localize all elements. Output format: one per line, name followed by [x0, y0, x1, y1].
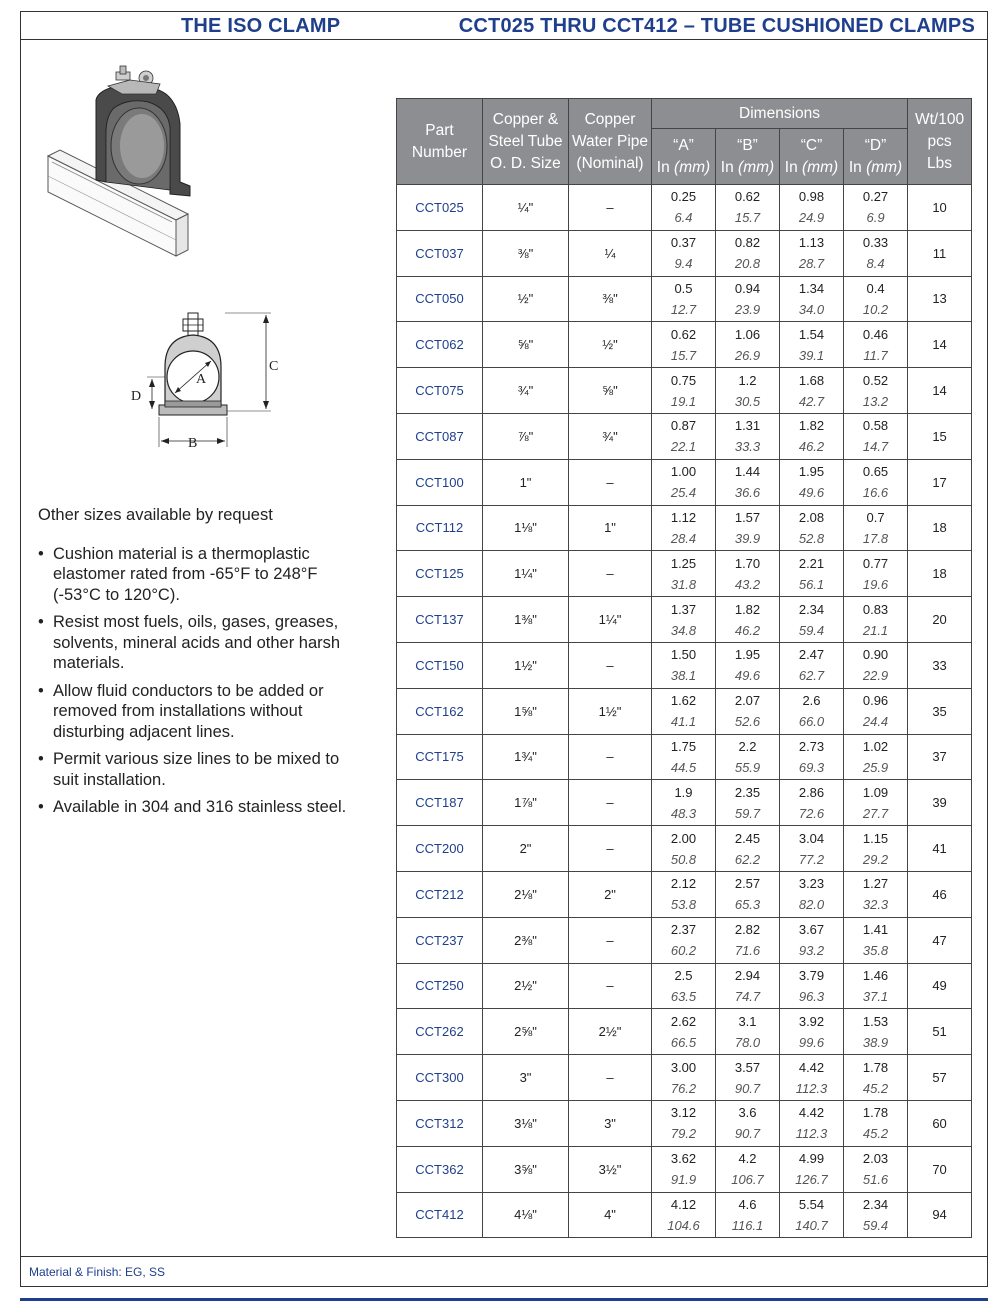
table-row [397, 1146, 972, 1192]
dim-c-cell: 5.54 140.7 [780, 1192, 844, 1238]
pipe-size-cell: 2" [569, 871, 652, 917]
pipe-size-cell: ¾" [569, 413, 652, 459]
col-header-c: “C” In (mm) [780, 129, 844, 185]
dim-d-cell: 0.33 8.4 [844, 230, 908, 276]
dimension-diagram [125, 305, 285, 455]
dim-a-cell: 0.62 15.7 [652, 322, 716, 368]
dim-a-cell: 1.25 31.8 [652, 551, 716, 597]
dim-a-cell: 1.37 34.8 [652, 597, 716, 643]
dim-c-cell: 3.67 93.2 [780, 917, 844, 963]
dim-d-cell: 0.90 22.9 [844, 642, 908, 688]
label-d: D [131, 389, 142, 404]
weight-cell: 51 [908, 1009, 972, 1055]
table-row [397, 185, 972, 231]
part-number-cell: CCT025 [397, 185, 483, 231]
part-number-cell: CCT075 [397, 368, 483, 414]
part-number-cell: CCT037 [397, 230, 483, 276]
dim-a-cell: 1.00 25.4 [652, 459, 716, 505]
tube-size-cell: ⅜" [483, 230, 569, 276]
dim-c-cell: 4.42 112.3 [780, 1100, 844, 1146]
dim-a-cell: 0.37 9.4 [652, 230, 716, 276]
dim-d-cell: 1.09 27.7 [844, 780, 908, 826]
dim-c-cell: 1.13 28.7 [780, 230, 844, 276]
dim-a-cell: 0.25 6.4 [652, 185, 716, 231]
tube-size-cell: 1⅞" [483, 780, 569, 826]
tube-size-cell: 1¾" [483, 734, 569, 780]
dim-c-cell: 3.23 82.0 [780, 871, 844, 917]
part-number-cell: CCT137 [397, 597, 483, 643]
dim-b-cell: 2.94 74.7 [716, 963, 780, 1009]
title-bar [21, 12, 987, 40]
dim-c-cell: 3.04 77.2 [780, 826, 844, 872]
tube-size-cell: ¾" [483, 368, 569, 414]
weight-cell: 20 [908, 597, 972, 643]
dim-b-cell: 4.2 106.7 [716, 1146, 780, 1192]
dim-d-cell: 1.78 45.2 [844, 1100, 908, 1146]
dim-d-cell: 0.58 14.7 [844, 413, 908, 459]
dim-a-cell: 2.5 63.5 [652, 963, 716, 1009]
weight-cell: 14 [908, 368, 972, 414]
material-finish-note: Material & Finish: EG, SS [29, 1265, 166, 1279]
dim-d-cell: 0.65 16.6 [844, 459, 908, 505]
table-row [397, 322, 972, 368]
tube-size-cell: 2⅝" [483, 1009, 569, 1055]
tube-size-cell: 2⅜" [483, 917, 569, 963]
weight-cell: 35 [908, 688, 972, 734]
feature-list [38, 544, 368, 818]
dim-b-cell: 2.45 62.2 [716, 826, 780, 872]
page-title: THE ISO CLAMP [181, 15, 341, 37]
part-number-cell: CCT050 [397, 276, 483, 322]
dim-d-cell: 1.53 38.9 [844, 1009, 908, 1055]
dim-b-cell: 1.95 49.6 [716, 642, 780, 688]
feature-item: • Permit various size lines to be mixed to suit installation. [38, 749, 368, 790]
pipe-size-cell: ⅜" [569, 276, 652, 322]
tube-size-cell: 4⅛" [483, 1192, 569, 1238]
dim-d-cell: 0.96 24.4 [844, 688, 908, 734]
pipe-size-cell: – [569, 459, 652, 505]
clamp-illustration [38, 64, 198, 264]
table-row [397, 1100, 972, 1146]
weight-cell: 94 [908, 1192, 972, 1238]
dim-c-cell: 2.73 69.3 [780, 734, 844, 780]
part-number-cell: CCT162 [397, 688, 483, 734]
dim-d-cell: 0.7 17.8 [844, 505, 908, 551]
tube-size-cell: 1½" [483, 642, 569, 688]
tube-size-cell: 2⅛" [483, 871, 569, 917]
dim-a-cell: 2.00 50.8 [652, 826, 716, 872]
dim-a-cell: 2.37 60.2 [652, 917, 716, 963]
pipe-size-cell: – [569, 826, 652, 872]
pipe-size-cell: – [569, 917, 652, 963]
dim-b-cell: 2.35 59.7 [716, 780, 780, 826]
pipe-size-cell: 3½" [569, 1146, 652, 1192]
part-number-cell: CCT237 [397, 917, 483, 963]
table-row [397, 505, 972, 551]
weight-cell: 17 [908, 459, 972, 505]
dim-b-cell: 3.6 90.7 [716, 1100, 780, 1146]
dim-b-cell: 1.57 39.9 [716, 505, 780, 551]
dim-c-cell: 1.68 42.7 [780, 368, 844, 414]
table-row [397, 597, 972, 643]
tube-size-cell: 1" [483, 459, 569, 505]
dim-a-cell: 3.62 91.9 [652, 1146, 716, 1192]
dim-a-cell: 0.75 19.1 [652, 368, 716, 414]
pipe-size-cell: – [569, 1055, 652, 1101]
dim-b-cell: 2.07 52.6 [716, 688, 780, 734]
page-subtitle: CCT025 THRU CCT412 – TUBE CUSHIONED CLAMPS [458, 15, 975, 37]
tube-size-cell: ⅝" [483, 322, 569, 368]
table-row [397, 963, 972, 1009]
dim-d-cell: 1.27 32.3 [844, 871, 908, 917]
dim-d-cell: 1.46 37.1 [844, 963, 908, 1009]
dim-a-cell: 2.62 66.5 [652, 1009, 716, 1055]
dim-d-cell: 1.15 29.2 [844, 826, 908, 872]
weight-cell: 57 [908, 1055, 972, 1101]
product-notes [38, 505, 368, 825]
table-row [397, 780, 972, 826]
tube-size-cell: 1¼" [483, 551, 569, 597]
pipe-size-cell: – [569, 734, 652, 780]
feature-item: • Resist most fuels, oils, gases, greases, solvents, mineral acids and other harsh materials. [38, 612, 368, 674]
table-row [397, 459, 972, 505]
pipe-size-cell: 2½" [569, 1009, 652, 1055]
dim-c-cell: 1.54 39.1 [780, 322, 844, 368]
pipe-size-cell: – [569, 963, 652, 1009]
tube-size-cell: 3" [483, 1055, 569, 1101]
dim-b-cell: 1.82 46.2 [716, 597, 780, 643]
part-number-cell: CCT412 [397, 1192, 483, 1238]
pipe-size-cell: ⅝" [569, 368, 652, 414]
part-number-cell: CCT187 [397, 780, 483, 826]
part-number-cell: CCT150 [397, 642, 483, 688]
dim-c-cell: 0.98 24.9 [780, 185, 844, 231]
dim-d-cell: 2.34 59.4 [844, 1192, 908, 1238]
dim-c-cell: 2.86 72.6 [780, 780, 844, 826]
dim-c-cell: 4.42 112.3 [780, 1055, 844, 1101]
table-row [397, 826, 972, 872]
pipe-size-cell: ½" [569, 322, 652, 368]
dim-c-cell: 2.6 66.0 [780, 688, 844, 734]
part-number-cell: CCT300 [397, 1055, 483, 1101]
weight-cell: 18 [908, 505, 972, 551]
part-number-cell: CCT100 [397, 459, 483, 505]
footer-bar [21, 1256, 987, 1286]
weight-cell: 18 [908, 551, 972, 597]
tube-size-cell: 2" [483, 826, 569, 872]
bottom-rule [20, 1298, 988, 1301]
dim-c-cell: 1.95 49.6 [780, 459, 844, 505]
col-header-part: Part Number [397, 99, 483, 185]
tube-size-cell: ⅞" [483, 413, 569, 459]
dim-a-cell: 3.12 79.2 [652, 1100, 716, 1146]
table-row [397, 1009, 972, 1055]
pipe-size-cell: – [569, 780, 652, 826]
table-row [397, 230, 972, 276]
weight-cell: 39 [908, 780, 972, 826]
weight-cell: 47 [908, 917, 972, 963]
table-row [397, 1055, 972, 1101]
weight-cell: 33 [908, 642, 972, 688]
label-c: C [269, 359, 279, 374]
dim-d-cell: 0.4 10.2 [844, 276, 908, 322]
dim-c-cell: 2.34 59.4 [780, 597, 844, 643]
tube-size-cell: 1⅜" [483, 597, 569, 643]
dim-c-cell: 1.82 46.2 [780, 413, 844, 459]
part-number-cell: CCT362 [397, 1146, 483, 1192]
pipe-size-cell: 1" [569, 505, 652, 551]
dim-a-cell: 3.00 76.2 [652, 1055, 716, 1101]
weight-cell: 49 [908, 963, 972, 1009]
pipe-size-cell: 3" [569, 1100, 652, 1146]
dim-a-cell: 1.75 44.5 [652, 734, 716, 780]
table-row [397, 688, 972, 734]
dim-d-cell: 0.27 6.9 [844, 185, 908, 231]
weight-cell: 46 [908, 871, 972, 917]
pipe-size-cell: 1¼" [569, 597, 652, 643]
col-header-tube: Copper & Steel Tube O. D. Size [483, 99, 569, 185]
notes-heading: Other sizes available by request [38, 506, 273, 524]
dim-c-cell: 2.47 62.7 [780, 642, 844, 688]
weight-cell: 41 [908, 826, 972, 872]
pipe-size-cell: – [569, 185, 652, 231]
part-number-cell: CCT200 [397, 826, 483, 872]
weight-cell: 13 [908, 276, 972, 322]
tube-size-cell: ¼" [483, 185, 569, 231]
table-row [397, 1192, 972, 1238]
table-row [397, 368, 972, 414]
col-header-pipe: Copper Water Pipe (Nominal) [569, 99, 652, 185]
col-header-a: “A” In (mm) [652, 129, 716, 185]
dim-c-cell: 4.99 126.7 [780, 1146, 844, 1192]
dim-b-cell: 1.44 36.6 [716, 459, 780, 505]
dim-c-cell: 2.21 56.1 [780, 551, 844, 597]
dim-b-cell: 2.2 55.9 [716, 734, 780, 780]
weight-cell: 11 [908, 230, 972, 276]
pipe-size-cell: – [569, 551, 652, 597]
spec-table-body [397, 185, 972, 1238]
dim-b-cell: 0.62 15.7 [716, 185, 780, 231]
dim-d-cell: 1.02 25.9 [844, 734, 908, 780]
label-b: B [188, 436, 198, 451]
table-row [397, 917, 972, 963]
table-row [397, 734, 972, 780]
col-header-weight: Wt/100 pcs Lbs [908, 99, 972, 185]
pipe-size-cell: ¼ [569, 230, 652, 276]
table-row [397, 871, 972, 917]
dim-b-cell: 1.2 30.5 [716, 368, 780, 414]
dim-d-cell: 2.03 51.6 [844, 1146, 908, 1192]
dim-b-cell: 2.57 65.3 [716, 871, 780, 917]
part-number-cell: CCT112 [397, 505, 483, 551]
dim-c-cell: 3.79 96.3 [780, 963, 844, 1009]
dim-b-cell: 4.6 116.1 [716, 1192, 780, 1238]
tube-size-cell: 3⅝" [483, 1146, 569, 1192]
dim-d-cell: 1.78 45.2 [844, 1055, 908, 1101]
dim-c-cell: 2.08 52.8 [780, 505, 844, 551]
dim-d-cell: 0.52 13.2 [844, 368, 908, 414]
part-number-cell: CCT062 [397, 322, 483, 368]
part-number-cell: CCT125 [397, 551, 483, 597]
weight-cell: 14 [908, 322, 972, 368]
table-row [397, 276, 972, 322]
label-a: A [196, 372, 207, 387]
table-row [397, 551, 972, 597]
weight-cell: 60 [908, 1100, 972, 1146]
dim-b-cell: 1.31 33.3 [716, 413, 780, 459]
weight-cell: 10 [908, 185, 972, 231]
dim-c-cell: 3.92 99.6 [780, 1009, 844, 1055]
dim-b-cell: 1.06 26.9 [716, 322, 780, 368]
dim-a-cell: 0.5 12.7 [652, 276, 716, 322]
col-header-d: “D” In (mm) [844, 129, 908, 185]
spec-table [396, 98, 972, 1238]
dim-a-cell: 1.62 41.1 [652, 688, 716, 734]
part-number-cell: CCT312 [397, 1100, 483, 1146]
weight-cell: 70 [908, 1146, 972, 1192]
tube-size-cell: 2½" [483, 963, 569, 1009]
dim-a-cell: 1.50 38.1 [652, 642, 716, 688]
dim-c-cell: 1.34 34.0 [780, 276, 844, 322]
dim-d-cell: 0.46 11.7 [844, 322, 908, 368]
table-row [397, 642, 972, 688]
tube-size-cell: 3⅛" [483, 1100, 569, 1146]
feature-item: • Available in 304 and 316 stainless steel. [38, 797, 368, 818]
tube-size-cell: 1⅝" [483, 688, 569, 734]
pipe-size-cell: – [569, 642, 652, 688]
pipe-size-cell: 4" [569, 1192, 652, 1238]
tube-size-cell: 1⅛" [483, 505, 569, 551]
pipe-size-cell: 1½" [569, 688, 652, 734]
dim-b-cell: 0.82 20.8 [716, 230, 780, 276]
weight-cell: 15 [908, 413, 972, 459]
dim-b-cell: 3.57 90.7 [716, 1055, 780, 1101]
part-number-cell: CCT262 [397, 1009, 483, 1055]
dim-a-cell: 1.12 28.4 [652, 505, 716, 551]
dim-a-cell: 2.12 53.8 [652, 871, 716, 917]
dim-b-cell: 2.82 71.6 [716, 917, 780, 963]
dim-d-cell: 1.41 35.8 [844, 917, 908, 963]
dim-a-cell: 1.9 48.3 [652, 780, 716, 826]
dim-b-cell: 1.70 43.2 [716, 551, 780, 597]
feature-item: • Allow fluid conductors to be added or removed from installations without disturbing adjacent lines. [38, 681, 368, 743]
weight-cell: 37 [908, 734, 972, 780]
part-number-cell: CCT250 [397, 963, 483, 1009]
part-number-cell: CCT175 [397, 734, 483, 780]
col-header-b: “B” In (mm) [716, 129, 780, 185]
feature-item: • Cushion material is a thermoplastic elastomer rated from -65°F to 248°F (-53°C to 120°C). [38, 544, 368, 606]
part-number-cell: CCT087 [397, 413, 483, 459]
dim-b-cell: 3.1 78.0 [716, 1009, 780, 1055]
table-row [397, 413, 972, 459]
dim-a-cell: 0.87 22.1 [652, 413, 716, 459]
dim-d-cell: 0.83 21.1 [844, 597, 908, 643]
dim-a-cell: 4.12 104.6 [652, 1192, 716, 1238]
dim-d-cell: 0.77 19.6 [844, 551, 908, 597]
dim-b-cell: 0.94 23.9 [716, 276, 780, 322]
tube-size-cell: ½" [483, 276, 569, 322]
col-header-dimensions: Dimensions [652, 99, 908, 129]
part-number-cell: CCT212 [397, 871, 483, 917]
